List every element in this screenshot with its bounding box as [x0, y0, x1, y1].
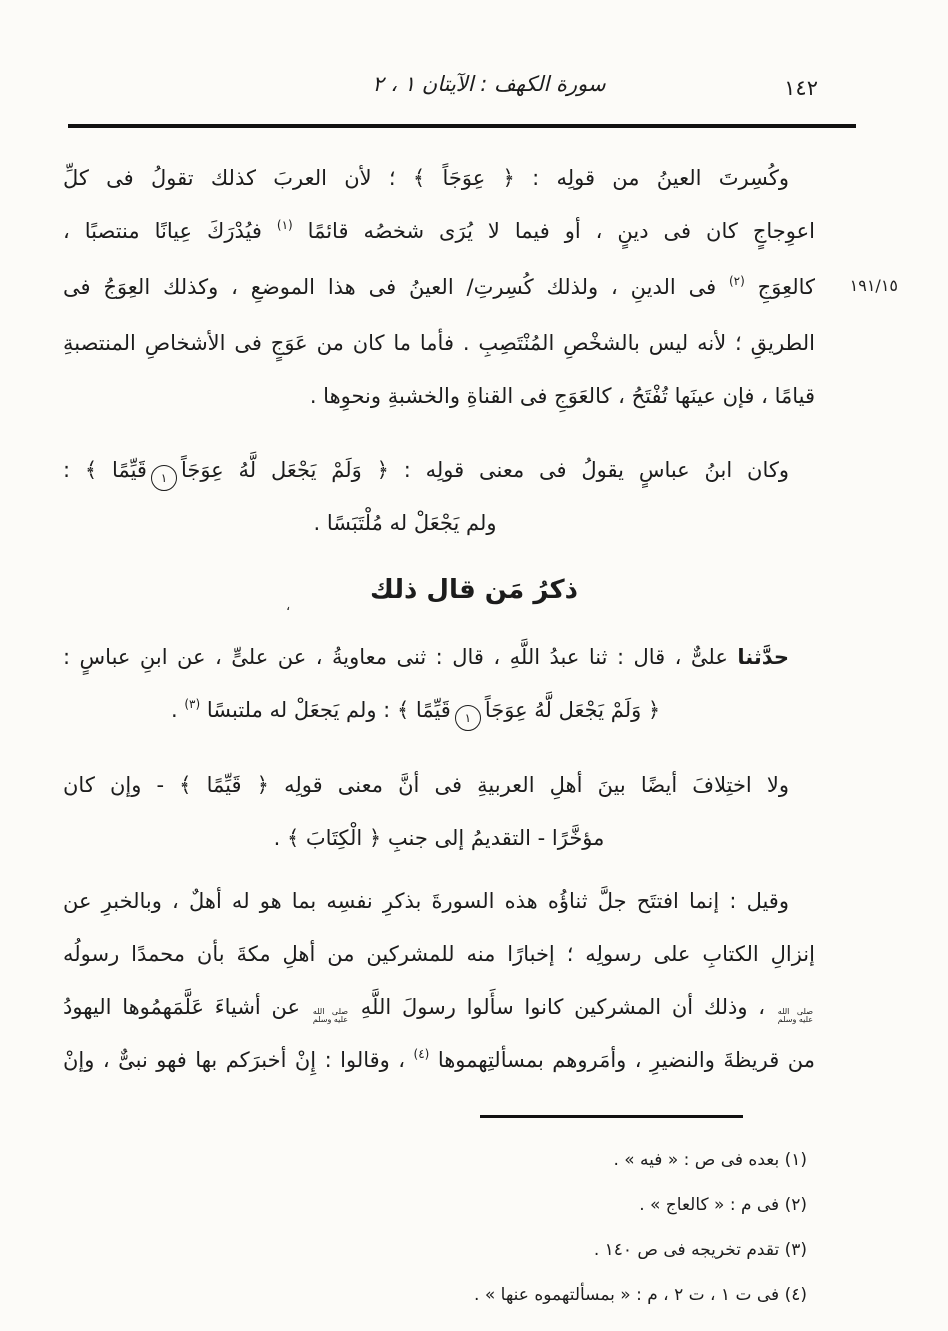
text-line [63, 205, 815, 261]
header-rule [68, 124, 856, 128]
text-segment: وكان ابنُ عباسٍ يقولُ فى معنى قولِه : [388, 458, 789, 482]
text-segment: . [171, 698, 185, 722]
text-segment: ولم يَجْعَلْ له مُلْتَبَسًا . [313, 511, 497, 535]
quran-quote: ﴿ وَلَمْ يَجْعَل لَّهُ عِوَجَاً [484, 698, 661, 722]
quran-quote: قَيِّمًا ﴾ [396, 698, 451, 722]
text-line [63, 1034, 815, 1090]
section-heading [63, 564, 815, 617]
quran-quote: ﴿ عِوَجَاً ﴾ [412, 166, 515, 190]
text-segment: . [273, 826, 287, 850]
paragraph [63, 631, 815, 740]
section-heading-text: ذكرُ مَن قال ذلك [370, 575, 578, 605]
text-segment: الطريقِ ؛ لأنه ليس بالشخْصِ المُنْتَصِبِ . فأما ما كان من عَوَجٍ فى الأشخاصِ المنتصبةِ [63, 331, 815, 355]
margin-note-volume-page: ١٩١/١٥ [849, 276, 898, 295]
text-segment: ؛ لأن العربَ كذلك تقولُ فى كلِّ [63, 166, 413, 190]
footnote-ref-2: (٢) [728, 274, 745, 288]
footnote-3: (٣) تقدم تخريجه فى ص ١٤٠ . [593, 1239, 807, 1260]
text-segment: ، وقالوا : إِنْ أخبرَكم بها فهو نبىٌّ ، وإنْ [63, 1048, 414, 1072]
footnote-2: (٢) فى م : « كالعاج » . [639, 1194, 807, 1215]
text-line [63, 444, 815, 497]
text-line [63, 875, 815, 928]
quran-quote: ﴿ الْكِتَابَ ﴾ [286, 826, 382, 850]
text-line [63, 981, 815, 1034]
text-segment: من قريظةَ والنضيرِ ، وأمَروهم بمسألتِهموها [429, 1048, 815, 1072]
text-segment: وقيل : إنما افتتَح جلَّ ثناؤُه هذه السورةَ بذكرِ نفسِه بما هو له أهلٌ ، وبالخبرِ عن [63, 889, 789, 913]
text-line [63, 497, 815, 550]
text-line [63, 261, 815, 317]
paragraph [63, 875, 815, 1090]
text-segment: إنزالِ الكتابِ على رسولِه ؛ إخبارًا منه للمشركين من أهلِ مكةَ بأن محمدًا رسولُه [63, 942, 815, 966]
page-number: ١٤٢ [784, 76, 818, 100]
text-segment: فى الدينِ ، ولذلك كُسِرتِ/ العينُ فى هذا الموضعِ ، وكذلك العِوَجُ فى [63, 275, 729, 299]
text-line [63, 684, 815, 740]
footnote-ref-1: (١) [276, 218, 293, 232]
footnote-separator [480, 1115, 743, 1118]
quran-quote: ﴿ قَيِّمًا ﴾ [179, 773, 269, 797]
salawat-symbol [778, 1008, 813, 1025]
salawat-bottom: عليه وسلم [777, 1015, 813, 1024]
stray-print-mark: ، [286, 599, 291, 614]
text-segment: وكُسِرتَ العينُ من قولِه : [514, 166, 789, 190]
text-line [63, 759, 815, 812]
text-line [63, 631, 815, 684]
text-line [63, 370, 815, 423]
text-segment: ، وذلك أن المشركين كانوا سأَلوا رسولَ اللَّهِ [350, 995, 776, 1019]
text-segment: ولا اختِلافَ أيضًا بينَ أهلِ العربيةِ فى أنَّ معنى قولِه [268, 773, 789, 797]
text-line [63, 812, 815, 865]
footnote-ref-4: (٤) [413, 1047, 430, 1061]
text-segment: علىٌّ ، قال : ثنا عبدُ اللَّهِ ، قال : ثنى معاويةُ ، عن علىٍّ ، عن ابنِ عباسٍ : [63, 645, 738, 669]
quran-quote: قَيِّمًا ﴾ [84, 458, 147, 482]
verse-number-marker-icon [455, 705, 481, 731]
running-header-title: سورة الكهف : الآيتان ١ ، ٢ [372, 72, 606, 96]
footnotes-block [63, 1138, 815, 1318]
body-text-block [0, 152, 948, 1318]
salawat-top: صلى الله [777, 1006, 813, 1016]
text-segment: مؤخَّرًا - التقديمُ إلى جنبِ [381, 826, 605, 850]
salawat-symbol [313, 1008, 348, 1025]
text-segment: : [63, 458, 85, 482]
text-segment: كالعِوَجِ [744, 275, 815, 299]
verse-number: ١ [464, 711, 472, 725]
footnote-4: (٤) فى ت ١ ، ت ٢ ، م : « بمسألتهموه عنها » . [474, 1284, 807, 1305]
salawat-top: صلى الله [312, 1006, 349, 1016]
text-segment: قيامًا ، فإن عينَها تُفْتَحُ ، كالعَوَجِ فى القناةِ والخشبةِ ونحوِها . [309, 384, 815, 408]
salawat-bottom: عليه وسلم [312, 1015, 349, 1024]
verse-number-marker-icon [151, 465, 177, 491]
text-line [63, 928, 815, 981]
text-segment: اعوِجاجٍ كان فى دينٍ ، أو فيما لا يُرَى شخصُه قائمًا [292, 219, 815, 243]
text-segment: : ولم يَجعَلْ له ملتبسًا [200, 698, 397, 722]
isnad-opening: حدَّثنا [737, 645, 789, 669]
footnote-1: (١) بعده فى ص : « فيه » . [613, 1149, 807, 1170]
text-line [63, 152, 815, 205]
text-segment: عن أشياءَ عَلَّمَهمُوها اليهودُ [63, 995, 311, 1019]
paragraph [63, 444, 815, 550]
text-segment: فيُدْرَكَ عِيانًا منتصبًا ، [63, 219, 277, 243]
footnote-ref-3: (٣) [184, 697, 201, 711]
paragraph [63, 152, 815, 423]
quran-quote: ﴿ وَلَمْ يَجْعَل لَّهُ عِوَجَاً [180, 458, 389, 482]
paragraph [63, 759, 815, 865]
text-segment: - وإن كان [63, 773, 180, 797]
verse-number: ١ [160, 471, 168, 485]
text-line [63, 317, 815, 370]
